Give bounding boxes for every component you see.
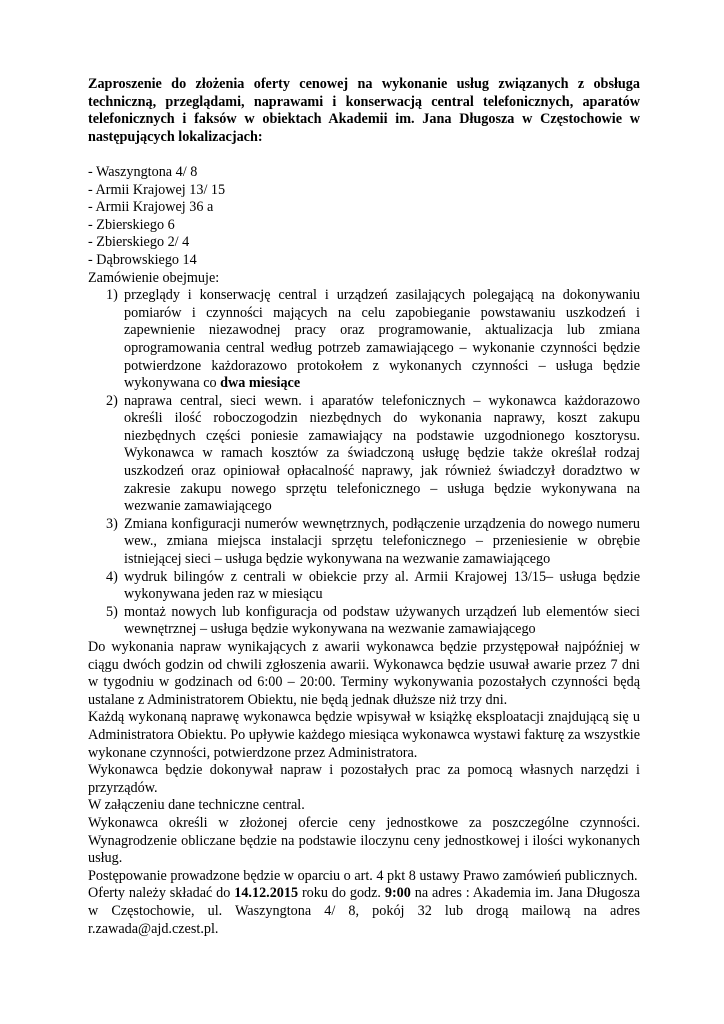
scope-list: [88, 287, 640, 639]
location-item: - Armii Krajowej 13/ 15: [88, 181, 226, 198]
scope-item-text: przeglądy i konserwację central i urządzeń zasilających polegającą na dokonywaniu pomiarów i czynności mających na celu zapobieganie powstawaniu uszkodzeń i zapewnienie niezawodnej pracy oraz programowanie, aktualizacja lub zmiana oprogramowania central według potrzeb zamawiającego – wykonanie czynności będzie potwierdzone każdorazowo protokołem z wykonanych czynności – usługa będzie wykonywana co: [124, 287, 640, 392]
scope-item: [88, 393, 640, 516]
scope-item: [88, 569, 640, 604]
location-item: - Zbierskiego 2/ 4: [88, 234, 190, 251]
location-item: - Armii Krajowej 36 a: [88, 199, 214, 216]
location-item: - Zbierskiego 6: [88, 216, 175, 233]
scope-intro: Zamówienie obejmuje:: [88, 269, 220, 286]
offer-mid: roku do godz.: [298, 885, 385, 902]
pricing-paragraph: Wykonawca określi w złożonej ofercie ceny jednostkowe za poszczególne czynności. Wynagrodzenie obliczane będzie na podstawie iloczynu ceny jednostkowej i ilości wykonanych usług.: [88, 814, 640, 867]
tools-paragraph: Wykonawca będzie dokonywał napraw i pozostałych prac za pomocą własnych narzędzi i przyrządów.: [88, 762, 640, 796]
scope-item-number: 3): [106, 515, 118, 532]
scope-item-number: 2): [106, 392, 118, 409]
location-item: - Waszyngtona 4/ 8: [88, 163, 198, 180]
offer-prefix: Oferty należy składać do: [88, 885, 235, 902]
scope-item-number: 4): [106, 568, 118, 585]
scope-item: [88, 516, 640, 569]
scope-item-number: 5): [106, 603, 118, 620]
locations-list: [88, 164, 640, 270]
scope-item-frequency: dwa miesiące: [220, 375, 301, 392]
legal-basis-paragraph: Postępowanie prowadzone będzie w oparciu o art. 4 pkt 8 ustawy Prawo zamówień publicznych.: [88, 867, 638, 884]
offer-deadline-paragraph: [88, 885, 640, 938]
repair-terms-paragraph: Do wykonania napraw wynikających z awarii wykonawca będzie przystępował najpóźniej w ciągu dwóch godzin od chwili zgłoszenia awarii. Wykonawca będzie usuwał awarie przez 7 dni w tygodniu w godzinach od 6:00 – 20:00. Terminy wykonywania pozostałych czynności będą ustalane z Administratorem Obiektu, nie będą jednak dłuższe niż trzy dni.: [88, 639, 640, 708]
scope-item-text: wydruk bilingów z centrali w obiekcie przy al. Armii Krajowej 13/15– usługa będzie wykonywana jeden raz w miesiącu: [124, 568, 640, 603]
scope-item: [88, 287, 640, 393]
scope-item: [88, 604, 640, 639]
offer-date: 14.12.2015: [234, 885, 299, 902]
scope-item-text: montaż nowych lub konfiguracja od podstaw używanych urządzeń lub elementów sieci wewnętrznej – usługa będzie wykonywana na wezwanie zamawiającego: [124, 603, 640, 638]
scope-item-text: naprawa central, sieci wewn. i aparatów telefonicznych – wykonawca każdorazowo określi ilość roboczogodzin niezbędnych do wykonania naprawy, koszt zakupu niezbędnych części poniesie zamawiający na podstawie uzgodnionego kosztorysu. Wykonawca w ramach kosztów za świadczoną usługę będzie także określał rodzaj uszkodzeń oraz opiniował opłacalność naprawy, jak również świadczył doradztwo w zakresie zakupu nowego sprzętu telefonicznego – usługa będzie wykonywana na wezwanie zamawiającego: [124, 392, 640, 515]
offer-suffix: na adres : Akademia im. Jana Długosza w Częstochowie, ul. Waszyngtona 4/ 8, pokój 32 lub drogą mailową na adres r.zawada@ajd.czest.pl.: [88, 885, 640, 937]
location-item: - Dąbrowskiego 14: [88, 251, 197, 268]
document-title: Zaproszenie do złożenia oferty cenowej na wykonanie usług związanych z obsługa techniczną, przeglądami, naprawami i konserwacją central telefonicznych, aparatów telefonicznych i faksów w obiektach Akademii im. Jana Długosza w Częstochowie w następujących lokalizacjach:: [88, 76, 640, 145]
scope-item-text: Zmiana konfiguracji numerów wewnętrznych, podłączenie urządzenia do nowego numeru wew., zmiana miejsca instalacji sprzętu telefonicznego – przeniesienie w obrębie istniejącej sieci – usługa będzie wykonywana na wezwanie zamawiającego: [124, 515, 640, 568]
logbook-paragraph: Każdą wykonaną naprawę wykonawca będzie wpisywał w książkę eksploatacji znajdującą się u Administratora Obiektu. Po upływie każdego miesiąca wykonawca wystawi fakturę za wszystkie wykonane czynności, potwierdzone przez Administratora.: [88, 709, 640, 761]
offer-time: 9:00: [384, 885, 411, 902]
scope-item-number: 1): [106, 287, 118, 304]
document-page: [88, 76, 640, 938]
attachment-paragraph: W załączeniu dane techniczne central.: [88, 797, 305, 814]
